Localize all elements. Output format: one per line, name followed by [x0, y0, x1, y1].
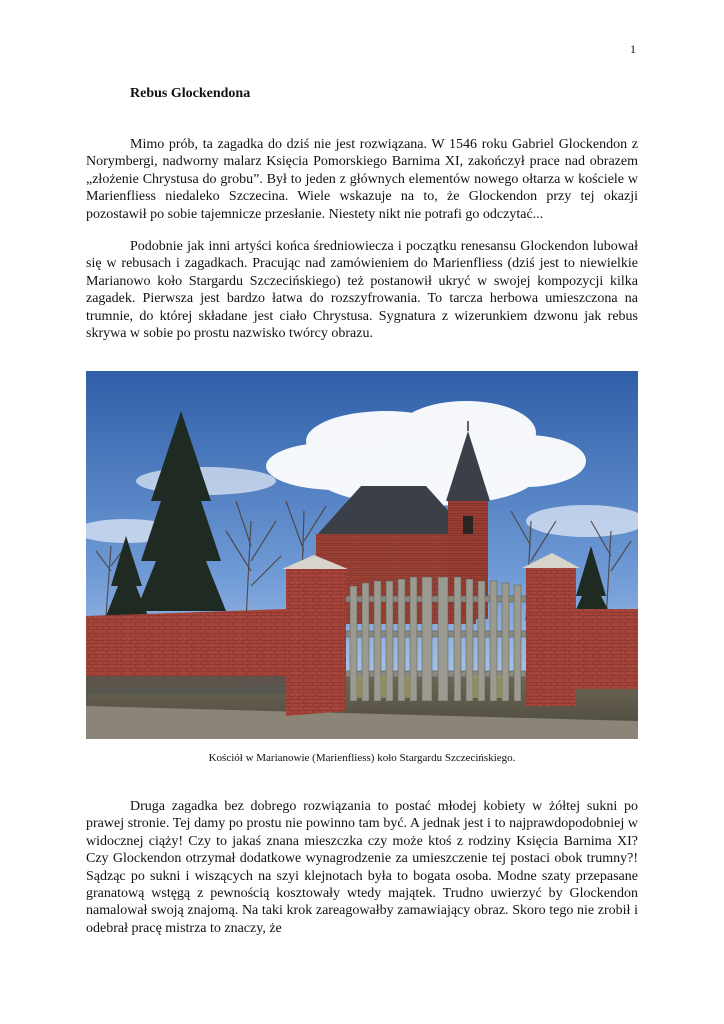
figure-caption: Kościół w Marianowie (Marienfliess) koło Stargardu Szczecińskiego. — [208, 752, 516, 764]
document-title: Rebus Glockendona — [130, 86, 251, 101]
paragraph: Mimo prób, ta zagadka do dziś nie jest rozwiązana. W 1546 roku Gabriel Glockendon z Norymbergi, nadworny malarz Księcia Pomorskiego Barnima XI, zakończył prace nad obrazem „złożenie Chrystusa do grobu”. Był to jeden z głównych elementów nowego ołtarza w kościele w Marienfliess niedaleko Szczecina. Wiele wskazuje na to, że Glockendon przy tej okazji pozostawił po sobie tajemnicze przesłanie. Niestety nikt nie potrafi go odczytać... — [86, 137, 638, 222]
church-photo — [86, 371, 638, 739]
page-number: 1 — [630, 42, 636, 56]
paragraph: Druga zagadka bez dobrego rozwiązania to postać młodej kobiety w żółtej sukni po prawej stronie. Tej damy po prostu nie powinno tam być. A jednak jest i to najprawdopodobniej w widocznej ciąży! Czy to jakaś znana mieszczka czy może ktoś z rodziny Księcia Barnima XI? Czy Glockendon otrzymał dodatkowe wynagrodzenie za umieszczenie tej postaci obok trumny?! Sądząc po sukni i wiszących na szyi klejnotach była to bogata osoba. Modne szaty przepasane granatową wstęgą z pewnością kosztowały wtedy majątek. Trudno uwierzyć by Glockendon namalował swoją znajomą. Na taki krok zareagowałby zamawiający obraz. Skoro tego nie zrobił i odebrał pracę mistrza to znaczy, że — [86, 799, 638, 936]
paragraph: Podobnie jak inni artyści końca średniowiecza i początku renesansu Glockendon lubował się w rebusach i zagadkach. Pracując nad zamówieniem do Marienfliess (dziś jest to niewielkie Marianowo koło Stargardu Szczecińskiego) też postanowił ukryć w swojej kompozycji kilka zagadek. Pierwsza jest bardzo łatwa do rozszyfrowania. To tarcza herbowa umieszczona na trumnie, do której składane jest ciało Chrystusa. Sygnatura z wizerunkiem dzwonu jak rebus skrywa w sobie po prostu nazwisko twórcy obrazu. — [86, 239, 638, 342]
